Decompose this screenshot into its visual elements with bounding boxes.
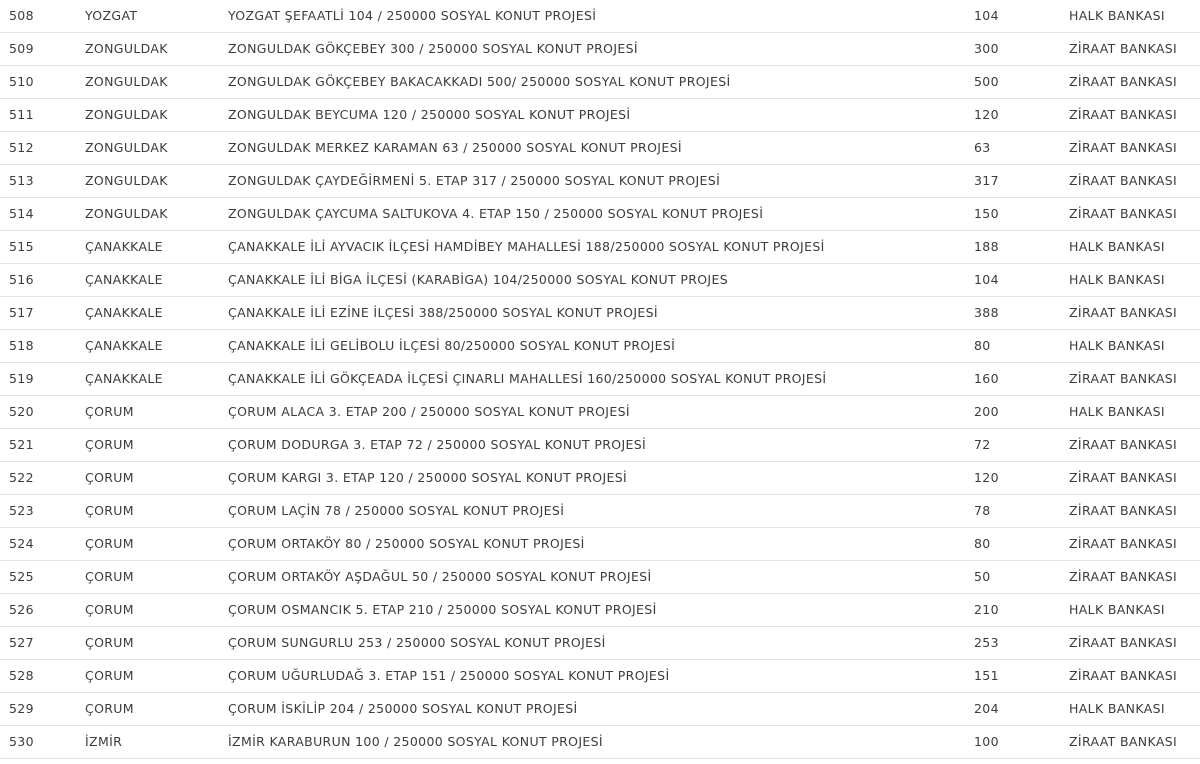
- table-row: [0, 231, 1200, 264]
- city-cell: ÇORUM: [85, 668, 134, 683]
- unit-count-cell: 100: [974, 734, 999, 749]
- project-name-cell: ÇORUM ORTAKÖY 80 / 250000 SOSYAL KONUT PROJESİ: [228, 536, 585, 551]
- row-number: 509: [9, 41, 34, 56]
- row-number: 519: [9, 371, 34, 386]
- bank-cell: ZİRAAT BANKASI: [1069, 668, 1178, 683]
- project-name-cell: ÇANAKKALE İLİ GELİBOLU İLÇESİ 80/250000 SOSYAL KONUT PROJESİ: [228, 338, 676, 353]
- row-number: 514: [9, 206, 34, 221]
- project-name-cell: YOZGAT ŞEFAATLİ 104 / 250000 SOSYAL KONUT PROJESİ: [228, 8, 597, 23]
- table-row: [0, 33, 1200, 66]
- row-number: 511: [9, 107, 34, 122]
- project-name-cell: ÇANAKKALE İLİ EZİNE İLÇESİ 388/250000 SOSYAL KONUT PROJESİ: [228, 305, 658, 320]
- unit-count-cell: 151: [974, 668, 999, 683]
- city-cell: ÇANAKKALE: [85, 272, 163, 287]
- bank-cell: ZİRAAT BANKASI: [1069, 41, 1178, 56]
- row-number: 518: [9, 338, 34, 353]
- row-number: 524: [9, 536, 34, 551]
- city-cell: ÇANAKKALE: [85, 371, 163, 386]
- table-row: [0, 462, 1200, 495]
- unit-count-cell: 300: [974, 41, 999, 56]
- row-number: 527: [9, 635, 34, 650]
- table-row: [0, 132, 1200, 165]
- unit-count-cell: 72: [974, 437, 991, 452]
- city-cell: ZONGULDAK: [85, 74, 168, 89]
- row-number: 512: [9, 140, 34, 155]
- unit-count-cell: 120: [974, 107, 999, 122]
- unit-count-cell: 500: [974, 74, 999, 89]
- bank-cell: ZİRAAT BANKASI: [1069, 173, 1178, 188]
- bank-cell: HALK BANKASI: [1069, 701, 1165, 716]
- bank-cell: ZİRAAT BANKASI: [1069, 437, 1178, 452]
- city-cell: ÇORUM: [85, 503, 134, 518]
- table-row: [0, 594, 1200, 627]
- city-cell: ÇORUM: [85, 569, 134, 584]
- row-number: 510: [9, 74, 34, 89]
- row-number: 513: [9, 173, 34, 188]
- city-cell: YOZGAT: [85, 8, 138, 23]
- row-number: 526: [9, 602, 34, 617]
- city-cell: ÇORUM: [85, 536, 134, 551]
- row-number: 517: [9, 305, 34, 320]
- city-cell: ÇORUM: [85, 437, 134, 452]
- project-name-cell: ÇANAKKALE İLİ BİGA İLÇESİ (KARABİGA) 104/250000 SOSYAL KONUT PROJES: [228, 272, 728, 287]
- project-name-cell: ÇORUM LAÇİN 78 / 250000 SOSYAL KONUT PROJESİ: [228, 503, 565, 518]
- city-cell: ÇANAKKALE: [85, 239, 163, 254]
- table-row: [0, 660, 1200, 693]
- bank-cell: ZİRAAT BANKASI: [1069, 140, 1178, 155]
- unit-count-cell: 104: [974, 8, 999, 23]
- project-name-cell: ZONGULDAK ÇAYCUMA SALTUKOVA 4. ETAP 150 / 250000 SOSYAL KONUT PROJESİ: [228, 206, 764, 221]
- table-row: [0, 264, 1200, 297]
- unit-count-cell: 104: [974, 272, 999, 287]
- project-name-cell: ÇORUM ALACA 3. ETAP 200 / 250000 SOSYAL KONUT PROJESİ: [228, 404, 630, 419]
- bank-cell: ZİRAAT BANKASI: [1069, 74, 1178, 89]
- row-number: 520: [9, 404, 34, 419]
- row-number: 529: [9, 701, 34, 716]
- table-row: [0, 429, 1200, 462]
- bank-cell: ZİRAAT BANKASI: [1069, 734, 1178, 749]
- table-row: [0, 528, 1200, 561]
- unit-count-cell: 160: [974, 371, 999, 386]
- city-cell: ZONGULDAK: [85, 206, 168, 221]
- bank-cell: ZİRAAT BANKASI: [1069, 569, 1178, 584]
- row-number: 525: [9, 569, 34, 584]
- project-name-cell: ZONGULDAK GÖKÇEBEY BAKACAKKADI 500/ 250000 SOSYAL KONUT PROJESİ: [228, 74, 731, 89]
- unit-count-cell: 317: [974, 173, 999, 188]
- bank-cell: HALK BANKASI: [1069, 338, 1165, 353]
- table-row: [0, 693, 1200, 726]
- bank-cell: HALK BANKASI: [1069, 8, 1165, 23]
- project-name-cell: ÇORUM UĞURLUDAĞ 3. ETAP 151 / 250000 SOSYAL KONUT PROJESİ: [228, 668, 670, 683]
- unit-count-cell: 388: [974, 305, 999, 320]
- project-name-cell: ÇANAKKALE İLİ AYVACIK İLÇESİ HAMDİBEY MAHALLESİ 188/250000 SOSYAL KONUT PROJESİ: [228, 239, 825, 254]
- row-number: 523: [9, 503, 34, 518]
- table-row: [0, 396, 1200, 429]
- bank-cell: HALK BANKASI: [1069, 404, 1165, 419]
- city-cell: ÇANAKKALE: [85, 305, 163, 320]
- bank-cell: HALK BANKASI: [1069, 239, 1165, 254]
- city-cell: ÇORUM: [85, 602, 134, 617]
- unit-count-cell: 78: [974, 503, 991, 518]
- row-number: 522: [9, 470, 34, 485]
- table-row: [0, 726, 1200, 759]
- unit-count-cell: 204: [974, 701, 999, 716]
- city-cell: ÇORUM: [85, 701, 134, 716]
- project-name-cell: ÇORUM DODURGA 3. ETAP 72 / 250000 SOSYAL KONUT PROJESİ: [228, 437, 647, 452]
- project-name-cell: ZONGULDAK GÖKÇEBEY 300 / 250000 SOSYAL KONUT PROJESİ: [228, 41, 638, 56]
- city-cell: İZMİR: [85, 734, 123, 749]
- project-name-cell: ÇORUM İSKİLİP 204 / 250000 SOSYAL KONUT PROJESİ: [228, 701, 578, 716]
- city-cell: ZONGULDAK: [85, 173, 168, 188]
- table-row: [0, 99, 1200, 132]
- unit-count-cell: 80: [974, 338, 991, 353]
- project-name-cell: ÇORUM KARGI 3. ETAP 120 / 250000 SOSYAL KONUT PROJESİ: [228, 470, 628, 485]
- table-row: [0, 297, 1200, 330]
- table-row: [0, 561, 1200, 594]
- project-name-cell: ÇORUM SUNGURLU 253 / 250000 SOSYAL KONUT PROJESİ: [228, 635, 606, 650]
- project-name-cell: ÇANAKKALE İLİ GÖKÇEADA İLÇESİ ÇINARLI MAHALLESİ 160/250000 SOSYAL KONUT PROJESİ: [228, 371, 827, 386]
- city-cell: ÇORUM: [85, 470, 134, 485]
- bank-cell: ZİRAAT BANKASI: [1069, 536, 1178, 551]
- unit-count-cell: 253: [974, 635, 999, 650]
- table-row: [0, 495, 1200, 528]
- project-name-cell: ZONGULDAK ÇAYDEĞİRMENİ 5. ETAP 317 / 250000 SOSYAL KONUT PROJESİ: [228, 173, 721, 188]
- project-name-cell: ÇORUM OSMANCIK 5. ETAP 210 / 250000 SOSYAL KONUT PROJESİ: [228, 602, 657, 617]
- unit-count-cell: 200: [974, 404, 999, 419]
- bank-cell: ZİRAAT BANKASI: [1069, 107, 1178, 122]
- bank-cell: ZİRAAT BANKASI: [1069, 503, 1178, 518]
- bank-cell: ZİRAAT BANKASI: [1069, 206, 1178, 221]
- table-row: [0, 198, 1200, 231]
- city-cell: ZONGULDAK: [85, 140, 168, 155]
- city-cell: ÇANAKKALE: [85, 338, 163, 353]
- bank-cell: ZİRAAT BANKASI: [1069, 470, 1178, 485]
- unit-count-cell: 120: [974, 470, 999, 485]
- row-number: 530: [9, 734, 34, 749]
- row-number: 521: [9, 437, 34, 452]
- project-name-cell: ÇORUM ORTAKÖY AŞDAĞUL 50 / 250000 SOSYAL KONUT PROJESİ: [228, 569, 652, 584]
- unit-count-cell: 50: [974, 569, 991, 584]
- unit-count-cell: 210: [974, 602, 999, 617]
- bank-cell: HALK BANKASI: [1069, 272, 1165, 287]
- table-row: [0, 66, 1200, 99]
- row-number: 508: [9, 8, 34, 23]
- unit-count-cell: 150: [974, 206, 999, 221]
- bank-cell: HALK BANKASI: [1069, 602, 1165, 617]
- city-cell: ZONGULDAK: [85, 107, 168, 122]
- unit-count-cell: 80: [974, 536, 991, 551]
- row-number: 516: [9, 272, 34, 287]
- bank-cell: ZİRAAT BANKASI: [1069, 305, 1178, 320]
- city-cell: ÇORUM: [85, 635, 134, 650]
- table-row: [0, 627, 1200, 660]
- table-row: [0, 165, 1200, 198]
- bank-cell: ZİRAAT BANKASI: [1069, 371, 1178, 386]
- table-row: [0, 363, 1200, 396]
- city-cell: ZONGULDAK: [85, 41, 168, 56]
- table-row: [0, 330, 1200, 363]
- project-name-cell: ZONGULDAK MERKEZ KARAMAN 63 / 250000 SOSYAL KONUT PROJESİ: [228, 140, 682, 155]
- unit-count-cell: 188: [974, 239, 999, 254]
- project-name-cell: ZONGULDAK BEYCUMA 120 / 250000 SOSYAL KONUT PROJESİ: [228, 107, 631, 122]
- bank-cell: ZİRAAT BANKASI: [1069, 635, 1178, 650]
- city-cell: ÇORUM: [85, 404, 134, 419]
- row-number: 515: [9, 239, 34, 254]
- project-name-cell: İZMİR KARABURUN 100 / 250000 SOSYAL KONUT PROJESİ: [228, 734, 603, 749]
- table-row: [0, 0, 1200, 33]
- row-number: 528: [9, 668, 34, 683]
- unit-count-cell: 63: [974, 140, 991, 155]
